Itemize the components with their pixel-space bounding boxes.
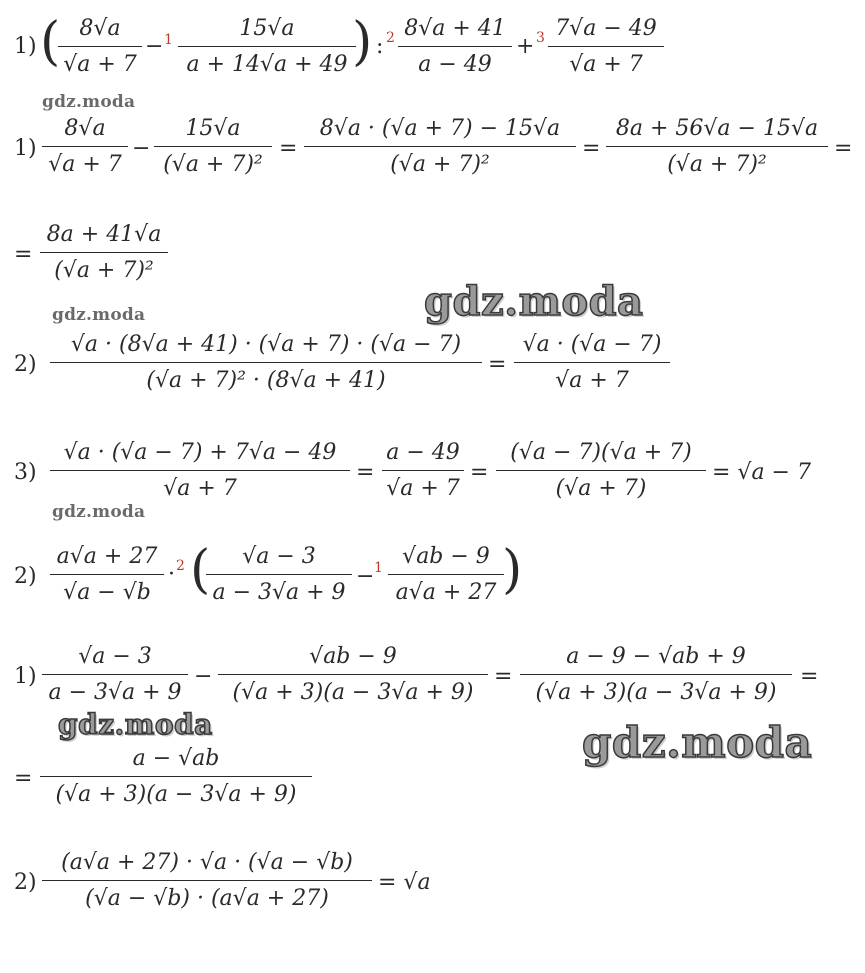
equals-sign: =: [356, 460, 375, 485]
fraction-bar: [304, 146, 576, 147]
step-order-marker: 2: [386, 30, 395, 46]
left-paren: (: [40, 12, 61, 72]
minus-sign: −: [145, 34, 164, 59]
fraction: [218, 644, 488, 714]
left-paren: (: [190, 540, 211, 600]
dot-sign: ·: [168, 562, 175, 587]
denominator: √a + 7: [163, 476, 237, 501]
denominator: (√a − √b) · (a√a + 27): [85, 886, 329, 911]
fraction: [398, 16, 512, 82]
denominator: (√a + 7)² · (8√a + 41): [146, 368, 386, 393]
equals-sign: =: [582, 136, 601, 161]
watermark: gdz.moda: [582, 718, 813, 767]
minus-sign: −: [194, 664, 213, 689]
plus-sign: +: [516, 34, 535, 59]
numerator: √a · (8√a + 41) · (√a + 7) · (√a − 7): [70, 332, 462, 357]
numerator: 15√a: [239, 16, 295, 41]
numerator: (a√a + 27) · √a · (√a − √b): [61, 850, 353, 875]
fraction-bar: [496, 470, 706, 471]
denominator: (√a + 7)²: [390, 152, 490, 177]
watermark: gdz.moda: [58, 708, 213, 741]
fraction: [42, 644, 188, 714]
fraction: [382, 440, 464, 510]
denominator: √a + 7: [63, 52, 137, 77]
watermark: gdz.moda: [52, 305, 146, 325]
numerator: a√a + 27: [56, 544, 158, 569]
fraction: [304, 116, 576, 186]
equals-sign: =: [470, 460, 489, 485]
denominator: a − 3√a + 9: [212, 580, 346, 605]
fraction-bar: [218, 674, 488, 675]
numerator: a − 49: [386, 440, 460, 465]
denominator: √a + 7: [569, 52, 643, 77]
fraction-bar: [50, 362, 482, 363]
numerator: 8a + 41√a: [46, 222, 162, 247]
fraction-bar: [548, 46, 664, 47]
minus-sign: −: [132, 136, 151, 161]
numerator: √a · (√a − 7): [522, 332, 662, 357]
numerator: 8a + 56√a − 15√a: [615, 116, 819, 141]
fraction-bar: [398, 46, 512, 47]
watermark: gdz.moda: [52, 502, 146, 522]
fraction-bar: [40, 252, 168, 253]
numerator: (√a − 7)(√a + 7): [510, 440, 692, 465]
numerator: a − 9 − √ab + 9: [566, 644, 746, 669]
step-label: 2): [14, 870, 37, 895]
equals-sign: =: [14, 766, 33, 791]
numerator: a − √ab: [132, 746, 220, 771]
denominator: (√a + 3)(a − 3√a + 9): [232, 680, 474, 705]
denominator: √a − √b: [63, 580, 151, 605]
item-label: 2): [14, 564, 37, 589]
denominator: (√a + 3)(a − 3√a + 9): [55, 782, 297, 807]
step-order-marker: 2: [176, 558, 185, 574]
fraction-bar: [206, 574, 352, 575]
fraction: [40, 222, 168, 292]
denominator: a√a + 27: [395, 580, 497, 605]
denominator: (√a + 3)(a − 3√a + 9): [535, 680, 777, 705]
fraction-bar: [178, 46, 356, 47]
denominator: a − 3√a + 9: [48, 680, 182, 705]
fraction: [50, 332, 482, 402]
fraction: [520, 644, 792, 714]
numerator: √ab − 9: [309, 644, 397, 669]
fraction-bar: [42, 674, 188, 675]
denominator: √a + 7: [555, 368, 629, 393]
equals-sign: =: [14, 242, 33, 267]
right-paren: ): [502, 540, 523, 600]
fraction-bar: [520, 674, 792, 675]
fraction-bar: [154, 146, 272, 147]
fraction-bar: [388, 574, 504, 575]
minus-sign: −: [356, 564, 375, 589]
numerator: √ab − 9: [402, 544, 490, 569]
numerator: 7√a − 49: [555, 16, 657, 41]
right-paren: ): [352, 12, 373, 72]
numerator: √a − 3: [78, 644, 152, 669]
equals-sign: =: [279, 136, 298, 161]
denominator: a + 14√a + 49: [186, 52, 348, 77]
fraction-bar: [42, 880, 372, 881]
fraction-bar: [58, 46, 142, 47]
fraction: [58, 16, 142, 82]
item-label: 1): [14, 34, 37, 59]
numerator: 8√a · (√a + 7) − 15√a: [319, 116, 561, 141]
equals-sign: =: [488, 352, 507, 377]
fraction: [40, 746, 312, 816]
denominator: (√a + 7)²: [163, 152, 263, 177]
fraction: [606, 116, 828, 186]
division-sign: :: [376, 34, 384, 59]
fraction: [206, 544, 352, 614]
fraction-bar: [606, 146, 828, 147]
fraction: [42, 850, 372, 920]
watermark: gdz.moda: [42, 92, 136, 112]
fraction-bar: [514, 362, 670, 363]
result: = √a − 7: [712, 460, 811, 485]
denominator: (√a + 7)²: [54, 258, 154, 283]
equals-sign: =: [834, 136, 853, 161]
fraction-bar: [42, 146, 128, 147]
result: = √a: [378, 870, 431, 895]
step-order-marker: 1: [164, 32, 173, 48]
fraction: [50, 440, 350, 510]
fraction: [388, 544, 504, 614]
fraction: [496, 440, 706, 510]
step-label: 1): [14, 664, 37, 689]
equals-sign: =: [800, 664, 819, 689]
fraction: [178, 16, 356, 82]
fraction: [42, 116, 128, 186]
numerator: √a − 3: [242, 544, 316, 569]
denominator: (√a + 7)²: [667, 152, 767, 177]
step-label: 3): [14, 460, 37, 485]
fraction: [514, 332, 670, 402]
numerator: 15√a: [185, 116, 241, 141]
numerator: 8√a: [64, 116, 106, 141]
step-order-marker: 3: [536, 30, 545, 46]
denominator: √a + 7: [386, 476, 460, 501]
fraction-bar: [40, 776, 312, 777]
step-label: 1): [14, 136, 37, 161]
watermark: gdz.moda: [424, 278, 644, 325]
denominator: a − 49: [418, 52, 492, 77]
fraction: [50, 544, 164, 614]
numerator: 8√a: [79, 16, 121, 41]
denominator: (√a + 7): [555, 476, 647, 501]
fraction: [154, 116, 272, 186]
equals-sign: =: [494, 664, 513, 689]
numerator: √a · (√a − 7) + 7√a − 49: [63, 440, 337, 465]
numerator: 8√a + 41: [404, 16, 506, 41]
fraction-bar: [50, 470, 350, 471]
fraction-bar: [382, 470, 464, 471]
denominator: √a + 7: [48, 152, 122, 177]
fraction: [548, 16, 664, 82]
step-order-marker: 1: [374, 560, 383, 576]
fraction-bar: [50, 574, 164, 575]
step-label: 2): [14, 352, 37, 377]
